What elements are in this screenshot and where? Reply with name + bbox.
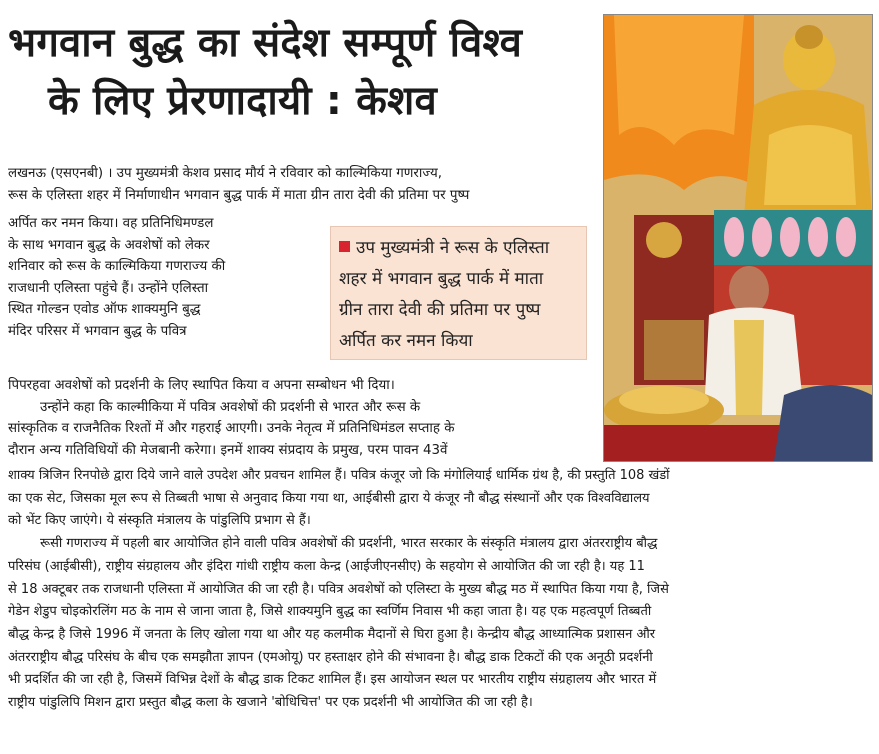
body-paragraph-narrow xyxy=(8,213,326,343)
body-line: शनिवार को रूस के काल्मिकिया गणराज्य की xyxy=(8,259,226,275)
red-square-marker-icon xyxy=(339,241,350,252)
body-line: से 18 अक्टूबर तक राजधानी एलिस्ता में आयोजित की जा रही है। पवित्र अवशेषों को एलिस्टा के मुख्य बौद्ध मठ में स्थापित किया गया है, जिसे xyxy=(8,581,669,597)
news-photo xyxy=(603,14,873,462)
pull-quote-box xyxy=(330,226,587,360)
headline-line-2: के लिए प्रेरणादायी : केशव xyxy=(48,78,437,124)
body-paragraph-top xyxy=(8,163,588,206)
body-line: अर्पित कर नमन किया। वह प्रतिनिधिमण्डल xyxy=(8,216,214,231)
body-line: दौरान अन्य गतिविधियों की मेजबानी करेगा। इनमें शाक्य संप्रदाय के प्रमुख, परम पावन 43वें xyxy=(8,442,448,458)
body-line: अंतरराष्ट्रीय बौद्ध परिसंघ के बीच एक समझौता ज्ञापन (एमओयू) पर हस्ताक्षर होने की संभावना है। बौद्ध डाक टिकटों की एक अनूठी प्रदर्शनी xyxy=(8,649,653,665)
body-line: स्थित गोल्डन एवोड ऑफ शाक्यमुनि बुद्ध xyxy=(8,302,201,318)
body-line: के साथ भगवान बुद्ध के अवशेषों को लेकर xyxy=(8,237,210,253)
body-paragraph-wide xyxy=(8,465,874,715)
pull-quote-line: उप मुख्यमंत्री ने रूस के एलिस्ता xyxy=(339,233,580,264)
pull-quote-line: शहर में भगवान बुद्ध पार्क में माता xyxy=(339,269,544,289)
body-line: गेडेन शेडुप चोइकोरलिंग मठ के नाम से जाना जाता है, जिसे शाक्यमुनि बुद्ध का स्वर्णिम निवास भी कहा जाता है। यह एक महत्वपूर्ण तिब्बती xyxy=(8,604,652,620)
body-line: परिसंघ (आईबीसी), राष्ट्रीय संग्रहालय और इंदिरा गांधी राष्ट्रीय कला केन्द्र (आईजीएनसीए) के सहयोग से आयोजित की जा रही है। यह 11 xyxy=(8,558,645,574)
body-line: राजधानी एलिस्ता पहुंचे हैं। उन्होंने एलिस्ता xyxy=(8,280,209,296)
body-line: सांस्कृतिक व राजनैतिक रिश्तों में और गहराई आएगी। उनके नेतृत्व में प्रतिनिधिमंडल सप्ताह के xyxy=(8,421,455,437)
body-line: रूस के एलिस्ता शहर में निर्माणाधीन भगवान बुद्ध पार्क में माता ग्रीन तारा देवी की प्रतिमा पर पुष्प xyxy=(8,187,470,203)
body-line: बौद्ध केन्द्र है जिसे 1996 में जनता के लिए खोला गया था और यह कलमीक मैदानों से घिरा हुआ है। केन्द्रीय बौद्ध आध्यात्मिक प्रशासन और xyxy=(8,626,656,642)
body-line: राष्ट्रीय पांडुलिपि मिशन द्वारा प्रस्तुत बौद्ध कला के खजाने 'बोधिचित्त' पर एक प्रदर्शनी भी आयोजित की जा रही है। xyxy=(8,695,533,711)
body-line: शाक्य त्रिजिन रिनपोछे द्वारा दिये जाने वाले उपदेश और प्रवचन शामिल हैं। पवित्र कंजूर जो कि मंगोलियाई धार्मिक ग्रंथ है, की प्रस्तुति 108 खंडों xyxy=(8,468,670,483)
temple-scene-illustration xyxy=(604,15,872,461)
body-line: मंदिर परिसर में भगवान बुद्ध के पवित्र xyxy=(8,323,187,339)
body-line: को भेंट किए जाएंगे। ये संस्कृति मंत्रालय के पांडुलिपि प्रभाग से हैं। xyxy=(8,513,311,529)
pull-quote-line: अर्पित कर नमन किया xyxy=(339,331,473,351)
body-line: भी प्रदर्शित की जा रही है, जिसमें विभिन्न देशों के बौद्ध डाक टिकट शामिल हैं। इस आयोजन स्थल पर भारतीय राष्ट्रीय संग्रहालय और भारत में xyxy=(8,672,657,688)
body-line: का एक सेट, जिसका मूल रूप से तिब्बती भाषा से अनुवाद किया गया था, आईबीसी द्वारा ये कंजूर नौ बौद्ध संस्थानों और एक विश्वविद्यालय xyxy=(8,490,650,506)
pull-quote-line: ग्रीन तारा देवी की प्रतिमा पर पुष्प xyxy=(339,300,541,320)
body-line: लखनऊ (एसएनबी) । उप मुख्यमंत्री केशव प्रसाद मौर्य ने रविवार को काल्मिकिया गणराज्य, xyxy=(8,166,443,181)
body-line: रूसी गणराज्य में पहली बार आयोजित होने वाली पवित्र अवशेषों की प्रदर्शनी, भारत सरकार के संस्कृति मंत्रालय द्वारा अंतरराष्ट्रीय बौद्ध xyxy=(40,536,658,552)
body-paragraph-mid xyxy=(8,375,593,461)
headline-line-1: भगवान बुद्ध का संदेश सम्पूर्ण विश्व xyxy=(8,20,523,66)
body-line: पिपरहवा अवशेषों को प्रदर्शनी के लिए स्थापित किया व अपना सम्बोधन भी दिया। xyxy=(8,378,395,393)
body-line: उन्होंने कहा कि काल्मीकिया में पवित्र अवशेषों की प्रदर्शनी से भारत और रूस के xyxy=(40,399,421,415)
headline xyxy=(8,14,593,130)
